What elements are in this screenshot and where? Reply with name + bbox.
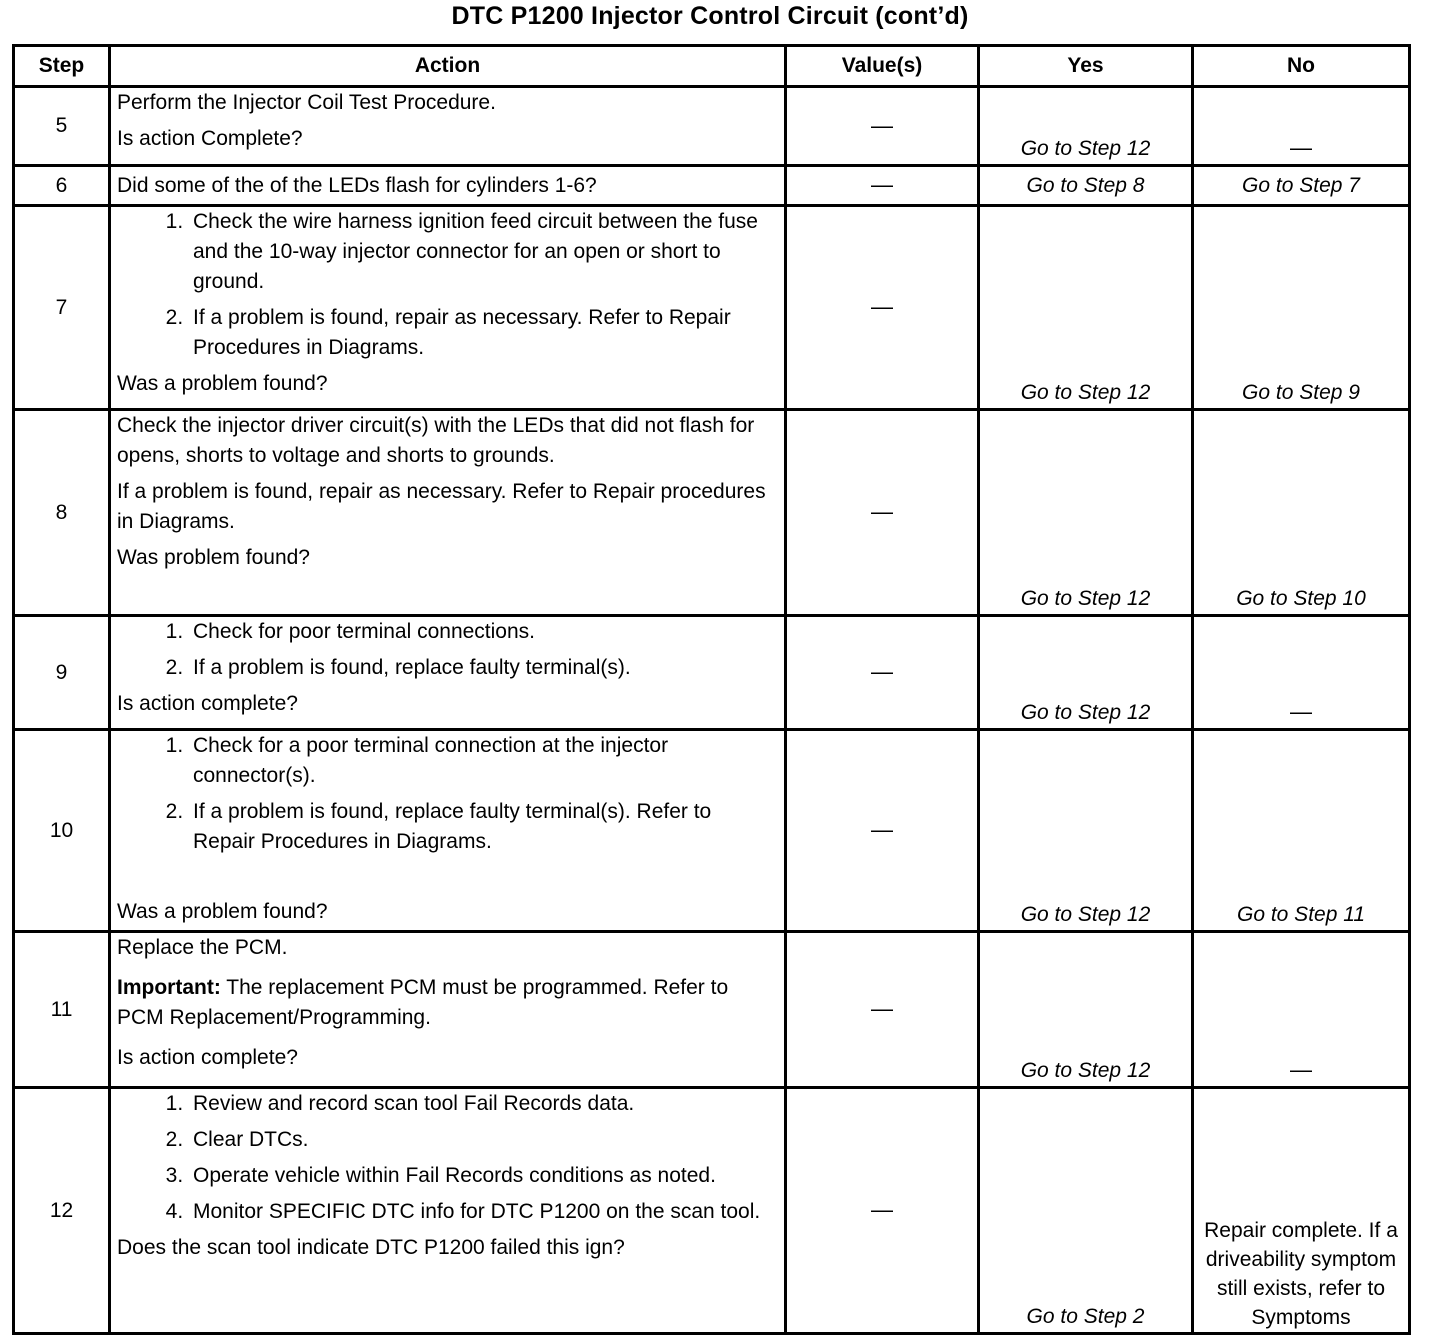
procedure-list — [117, 207, 778, 363]
header-row — [14, 46, 1410, 87]
yes-cell: Go to Step 12 — [979, 616, 1193, 730]
header-step: Step — [14, 46, 110, 87]
value-cell — [786, 730, 979, 932]
value-cell — [786, 206, 979, 410]
no-cell: Repair complete. If a driveability symptom still exists, refer to Symptoms — [1193, 1088, 1410, 1334]
action-cell — [110, 932, 786, 1088]
action-cell — [110, 410, 786, 616]
value-cell — [786, 410, 979, 616]
action-cell — [110, 1088, 786, 1334]
dash-placeholder: — — [1290, 699, 1312, 724]
step-number: 8 — [14, 410, 110, 616]
action-question: Does the scan tool indicate DTC P1200 failed this ign? — [117, 1236, 625, 1259]
header-values: Value(s) — [786, 46, 979, 87]
list-item: 2. If a problem is found, repair as necessary. Refer to Repair Procedures in Diagrams. — [189, 303, 778, 363]
table-row — [14, 206, 1410, 410]
step-number: 11 — [14, 932, 110, 1088]
page-title: DTC P1200 Injector Control Circuit (cont’d) — [451, 2, 969, 30]
no-cell — [1193, 616, 1410, 730]
yes-cell: Go to Step 12 — [979, 87, 1193, 166]
table-row — [14, 616, 1410, 730]
list-item: 2. Clear DTCs. — [189, 1125, 778, 1155]
action-cell — [110, 616, 786, 730]
no-cell: Go to Step 11 — [1193, 730, 1410, 932]
header-yes: Yes — [979, 46, 1193, 87]
header-action: Action — [110, 46, 786, 87]
action-question: Is action complete? — [117, 692, 298, 715]
table-row — [14, 410, 1410, 616]
list-item: 1. Check the wire harness ignition feed circuit between the fuse and the 10-way injector connector for an open or short to ground. — [189, 207, 778, 297]
action-text: Check the injector driver circuit(s) with the LEDs that did not flash for opens, shorts to voltage and shorts to grounds. — [117, 414, 755, 467]
step-number: 10 — [14, 730, 110, 932]
value-cell — [786, 87, 979, 166]
action-cell — [110, 206, 786, 410]
yes-cell: Go to Step 12 — [979, 730, 1193, 932]
no-cell: Go to Step 10 — [1193, 410, 1410, 616]
action-question: Did some of the of the LEDs flash for cylinders 1-6? — [117, 173, 597, 197]
yes-cell: Go to Step 12 — [979, 932, 1193, 1088]
list-item: 4. Monitor SPECIFIC DTC info for DTC P1200 on the scan tool. — [189, 1197, 778, 1227]
diagnostic-table — [12, 44, 1411, 1335]
list-item: 1. Review and record scan tool Fail Records data. — [189, 1089, 778, 1119]
step-number: 5 — [14, 87, 110, 166]
table-row — [14, 166, 1410, 206]
step-number: 6 — [14, 166, 110, 206]
list-item: 3. Operate vehicle within Fail Records conditions as noted. — [189, 1161, 778, 1191]
action-question: Was a problem found? — [117, 372, 328, 395]
dash-placeholder: — — [871, 1197, 893, 1222]
table-row — [14, 932, 1410, 1088]
dash-placeholder: — — [871, 112, 893, 138]
table-row — [14, 1088, 1410, 1334]
value-cell — [786, 932, 979, 1088]
list-item: 2. If a problem is found, replace faulty terminal(s). — [189, 653, 778, 683]
procedure-list — [117, 731, 778, 857]
dash-placeholder: — — [1290, 1057, 1312, 1082]
step-number: 7 — [14, 206, 110, 410]
list-item: 1. Check for a poor terminal connection at the injector connector(s). — [189, 731, 778, 791]
action-question: Was a problem found? — [117, 900, 328, 923]
value-cell — [786, 616, 979, 730]
important-label: Important: — [117, 976, 221, 999]
dash-placeholder: — — [871, 499, 893, 524]
action-cell — [110, 730, 786, 932]
yes-cell: Go to Step 8 — [979, 166, 1193, 206]
action-cell — [110, 166, 786, 206]
procedure-list — [117, 1089, 778, 1227]
no-cell — [1193, 932, 1410, 1088]
no-cell: Go to Step 7 — [1193, 166, 1410, 206]
step-number: 9 — [14, 616, 110, 730]
action-question: Is action Complete? — [117, 127, 303, 150]
dash-placeholder: — — [871, 172, 893, 197]
step-number: 12 — [14, 1088, 110, 1334]
dash-placeholder: — — [871, 659, 893, 684]
no-cell: Go to Step 9 — [1193, 206, 1410, 410]
list-item: 1. Check for poor terminal connections. — [189, 617, 778, 647]
table-row — [14, 87, 1410, 166]
yes-cell: Go to Step 2 — [979, 1088, 1193, 1334]
dash-placeholder: — — [871, 294, 893, 319]
action-cell — [110, 87, 786, 166]
action-question: Was problem found? — [117, 546, 310, 569]
no-cell — [1193, 87, 1410, 166]
yes-cell: Go to Step 12 — [979, 410, 1193, 616]
table-row — [14, 730, 1410, 932]
dash-placeholder: — — [871, 817, 893, 842]
important-text: The replacement PCM must be programmed. Refer to PCM Replacement/Programming. — [117, 976, 729, 1029]
action-text: If a problem is found, repair as necessary. Refer to Repair procedures in Diagrams. — [117, 480, 766, 533]
important-note — [117, 973, 778, 1033]
list-item: 2. If a problem is found, replace faulty terminal(s). Refer to Repair Procedures in Diagrams. — [189, 797, 778, 857]
action-text: Replace the PCM. — [117, 936, 288, 959]
action-question: Is action complete? — [117, 1046, 298, 1069]
dash-placeholder: — — [871, 996, 893, 1021]
yes-cell: Go to Step 12 — [979, 206, 1193, 410]
action-text: Perform the Injector Coil Test Procedure. — [117, 91, 496, 114]
value-cell — [786, 166, 979, 206]
value-cell — [786, 1088, 979, 1334]
procedure-list — [117, 617, 778, 683]
dash-placeholder: — — [1290, 135, 1312, 160]
header-no: No — [1193, 46, 1410, 87]
